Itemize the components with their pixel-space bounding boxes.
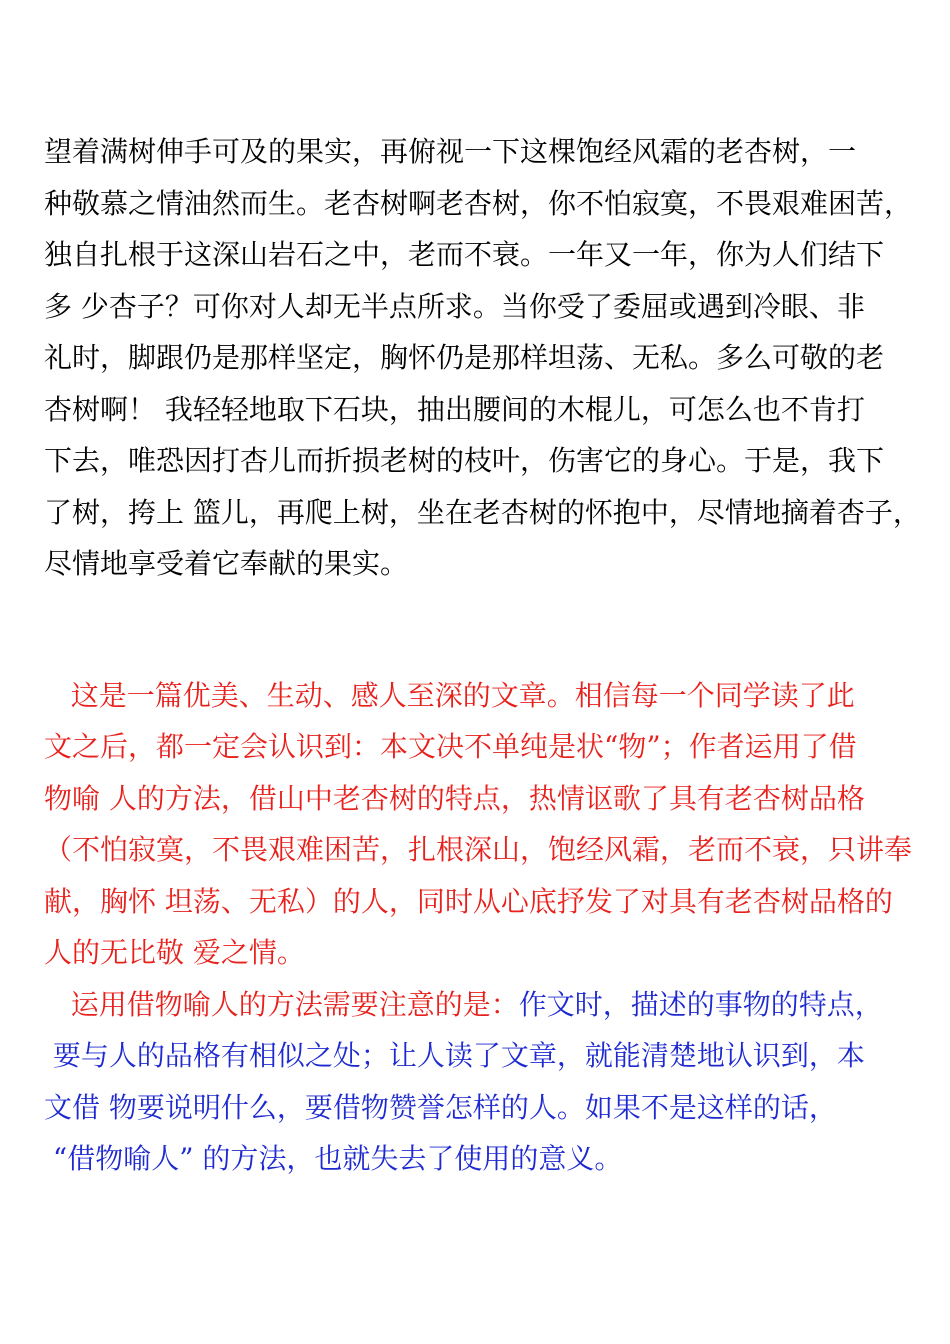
document-page <box>44 126 921 1185</box>
commentary-line: 献，胸怀 坦荡、无私）的人，同时从心底抒发了对具有老杏树品格的 <box>44 884 893 918</box>
method-line: 要与人的品格有相似之处；让人读了文章，就能清楚地认识到，本 <box>44 1039 865 1072</box>
paragraph-gap <box>44 590 886 670</box>
story-paragraph <box>44 126 921 590</box>
commentary-line: 这是一篇优美、生动、感人至深的文章。相信每一个同学读了此 <box>44 678 855 712</box>
story-line: 下去，唯恐因打杏儿而折损老树的枝叶，伤害它的身心。于是，我下 <box>44 444 885 477</box>
method-line: 文借 物要说明什么，要借物赞誉怎样的人。如果不是这样的话， <box>44 1090 837 1124</box>
story-line: 多 少杏子？可你对人却无半点所求。当你受了委屈或遇到冷眼、非 <box>44 289 865 323</box>
story-line: 种敬慕之情油然而生。老杏树啊老杏树，你不怕寂寞，不畏艰难困苦， <box>44 186 913 220</box>
story-line: 望着满树伸手可及的果实，再俯视一下这棵饱经风霜的老杏树，一 <box>44 135 857 168</box>
story-line: 杏树啊！ 我轻轻地取下石块，抽出腰间的木棍儿，可怎么也不肯打 <box>44 392 865 426</box>
story-line: 礼时，脚跟仍是那样坚定，胸怀仍是那样坦荡、无私。多么可敬的老 <box>44 341 885 374</box>
method-first-line-rest: 作文时，描述的事物的特点， <box>518 987 883 1021</box>
commentary-line: （不怕寂寞，不畏艰难困苦，扎根深山，饱经风霜，老而不衰，只讲奉 <box>44 833 913 866</box>
method-lead: 运用借物喻人的方法需要注意的是： <box>44 987 519 1021</box>
method-paragraph <box>44 979 886 1185</box>
commentary-line: 物喻 人的方法，借山中老杏树的特点，热情讴歌了具有老杏树品格 <box>44 781 865 815</box>
method-line: “借物喻人” 的方法，也就失去了使用的意义。 <box>44 1142 623 1175</box>
story-line: 尽情地享受着它奉献的果实。 <box>44 547 409 580</box>
commentary-paragraph <box>44 670 913 979</box>
story-line: 独自扎根于这深山岩石之中，老而不衰。一年又一年，你为人们结下 <box>44 238 885 271</box>
commentary-line: 文之后，都一定会认识到：本文决不单纯是状“物”；作者运用了借 <box>44 730 857 763</box>
commentary-line: 人的无比敬 爱之情。 <box>44 936 305 969</box>
story-line: 了树，挎上 篮儿，再爬上树，坐在老杏树的怀抱中，尽情地摘着杏子， <box>44 495 921 529</box>
method-first-line <box>44 979 886 1031</box>
